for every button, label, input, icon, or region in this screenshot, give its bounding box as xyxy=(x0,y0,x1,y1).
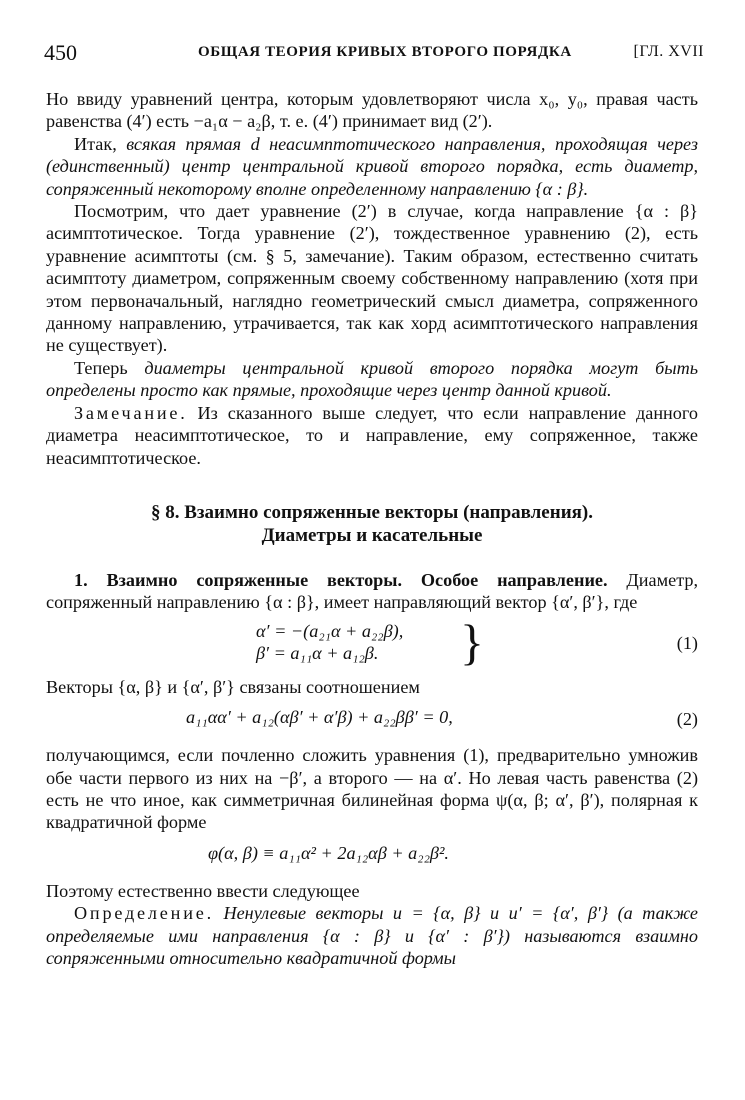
page-header xyxy=(44,40,704,74)
equation-2-expression: a₁₁αα′ + a₁₂(αβ′ + α′β) + a₂₂ββ′ = 0, xyxy=(186,707,453,728)
equation-1-number: (1) xyxy=(676,632,698,653)
paragraph-2-lead: Итак, xyxy=(74,133,127,154)
equation-2 xyxy=(46,706,698,736)
definition-text: Ненулевые векторы u = {α, β} и u′ = {α′, β′} (а также определяемые ими направления {α : β} и {α′ : β′}) называются взаимно сопряженными относительно квадратичной формы xyxy=(46,903,698,968)
equation-3-expression: φ(α, β) ≡ a₁₁α² + 2a₁₂αβ + a₂₂β². xyxy=(208,842,449,863)
section-heading-line-2: Диаметры и касательные xyxy=(261,524,483,546)
remark-paragraph xyxy=(46,402,698,469)
running-title: ОБЩАЯ ТЕОРИЯ КРИВЫХ ВТОРОГО ПОРЯДКА xyxy=(198,44,572,60)
paragraph-2 xyxy=(46,133,698,200)
paragraph-3: Посмотрим, что дает уравнение (2′) в случае, когда направление {α : β} асимптотическое. Тогда уравнение (2′), тождественное уравнению (2), есть уравнение асимптоты (см. § 5, замечание). Таким образом, естественно считать асимптоту диаметром, сопряженным своему собственному направлению (хотя при этом первоначальный, наглядно геометрический смысл диаметра, сопряженного данному направлению, утрачивается, так как хорд асимптотического направления не существует). xyxy=(46,201,698,356)
page-number: 450 xyxy=(44,40,77,65)
subsection-title: 1. Взаимно сопряженные векторы. Особое направление. xyxy=(74,569,608,590)
paragraph-after-eq3: Поэтому естественно ввести следующее xyxy=(46,880,360,901)
equation-1-line-2: β′ = a₁₁α + a₁₂β. xyxy=(256,643,379,664)
subsection-text: Диаметр, сопряженный направлению {α : β}, имеет направляющий вектор {α′, β′}, где xyxy=(46,569,699,613)
equation-1-brace: } xyxy=(460,613,484,670)
chapter-label: [ГЛ. XVII xyxy=(633,43,704,60)
paragraph-4-statement: диаметры центральной кривой второго порядка могут быть определены просто как прямые, проходящие через центр данной кривой. xyxy=(46,357,699,401)
section-heading xyxy=(46,501,698,547)
page-body xyxy=(46,88,698,969)
definition-label: Определение. xyxy=(74,903,214,924)
section-heading-line-1: § 8. Взаимно сопряженные векторы (направления). xyxy=(150,501,593,523)
paragraph-4-lead: Теперь xyxy=(74,357,145,378)
subsection-paragraph xyxy=(46,569,698,614)
paragraph-1: Но ввиду уравнений центра, которым удовлетворяют числа x₀, y₀, правая часть равенства (4′) есть −a₁α − a₂β, т. е. (4′) принимает вид (2′). xyxy=(46,89,698,132)
remark-label: Замечание. xyxy=(74,402,188,423)
paragraph-after-eq2: получающимся, если почленно сложить уравнения (1), предварительно умножив обе части первого из них на −β′, а второго — на α′. Но левая часть равенства (2) есть не что иное, как симметричная билинейная форма ψ(α, β; α′, β′), полярная к квадратичной форме xyxy=(46,745,698,833)
remark-text: Из сказанного выше следует, что если направление данного диаметра неасимптотическое, то и направление, ему сопряженное, также неасимптотическое. xyxy=(46,402,698,468)
equation-1 xyxy=(46,613,698,670)
equation-3 xyxy=(46,842,698,872)
definition-paragraph xyxy=(46,902,698,969)
equation-1-line-1: α′ = −(a₂₁α + a₂₂β), xyxy=(256,620,404,641)
paragraph-2-statement: всякая прямая d неасимптотического направления, проходящая через (единственный) центр центральной кривой второго порядка, есть диаметр, сопряженный некоторому вполне определенному направлению {α : β}. xyxy=(46,133,698,199)
equation-2-number: (2) xyxy=(676,709,698,730)
vectors-relation-text: Векторы {α, β} и {α′, β′} связаны соотношением xyxy=(46,676,420,697)
paragraph-4 xyxy=(46,357,698,402)
